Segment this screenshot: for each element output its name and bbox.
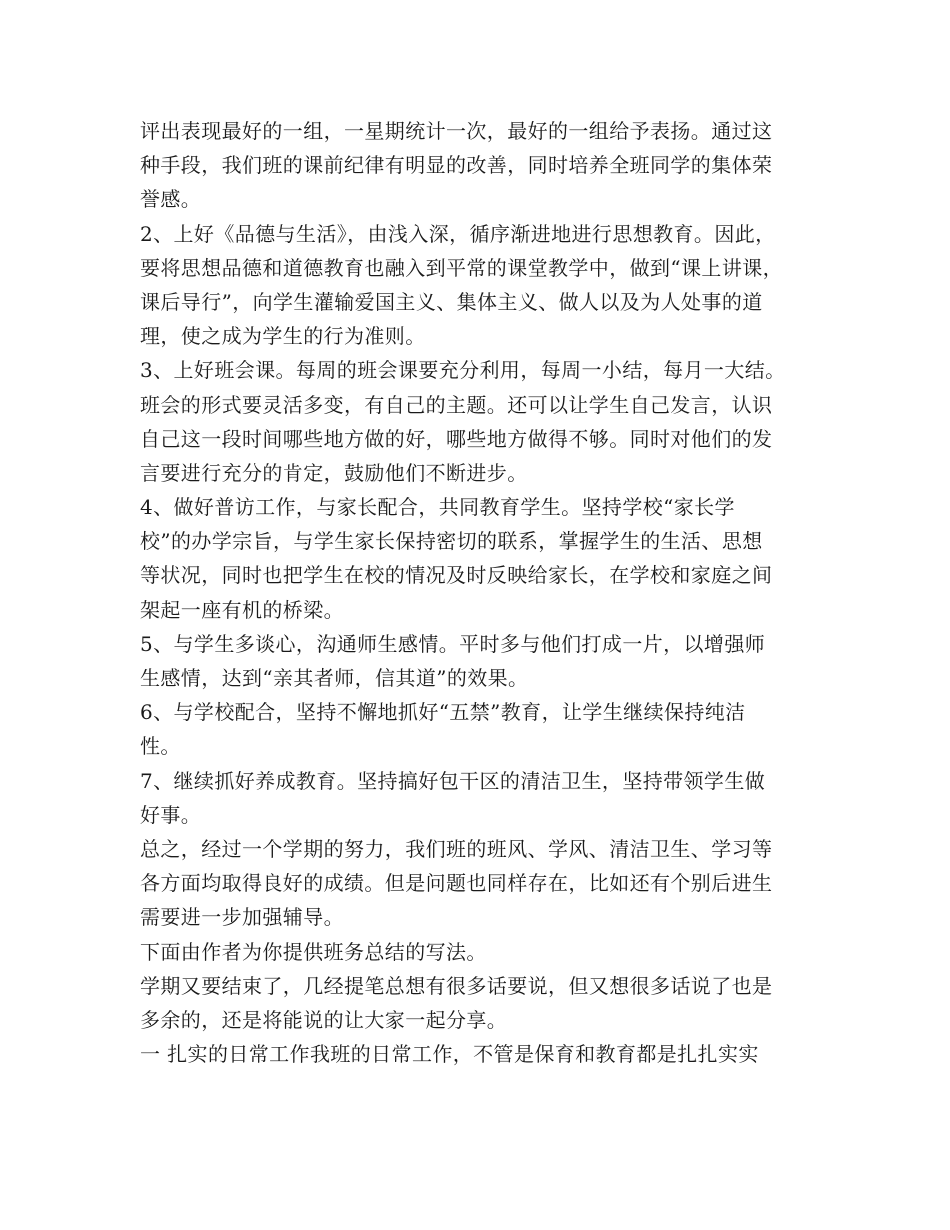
text-line: 5、与学生多谈心，沟通师生感情。平时多与他们打成一片，以增强师 bbox=[140, 631, 766, 656]
text-line: 2、上好《品德与生活》，由浅入深，循序渐进地进行思想教育。因此， bbox=[140, 221, 776, 246]
text-line: 种手段，我们班的课前纪律有明显的改善，同时培养全班同学的集体荣 bbox=[140, 153, 773, 178]
text-line: 3、上好班会课。每周的班会课要充分利用，每周一小结，每月一大结。 bbox=[140, 358, 786, 383]
text-line: 一 扎实的日常工作我班的日常工作，不管是保育和教育都是扎扎实实 bbox=[140, 1042, 759, 1067]
text-line: 等状况，同时也把学生在校的情况及时反映给家长，在学校和家庭之间 bbox=[140, 563, 773, 588]
text-line: 6、与学校配合，坚持不懈地抓好“五禁”教育，让学生继续保持纯洁 bbox=[140, 700, 746, 725]
text-line: 7、继续抓好养成教育。坚持搞好包干区的清洁卫生，坚持带领学生做 bbox=[140, 768, 766, 793]
text-line: 下面由作者为你提供班务总结的写法。 bbox=[140, 939, 487, 964]
text-line: 校”的办学宗旨，与学生家长保持密切的联系，掌握学生的生活、思想 bbox=[140, 529, 763, 554]
text-line: 理，使之成为学生的行为准则。 bbox=[140, 324, 426, 349]
text-line: 好事。 bbox=[140, 802, 202, 827]
text-line: 各方面均取得良好的成绩。但是问题也同样存在，比如还有个别后进生 bbox=[140, 871, 773, 896]
text-line: 学期又要结束了，几经提笔总想有很多话要说，但又想很多话说了也是 bbox=[140, 973, 773, 998]
text-line: 自己这一段时间哪些地方做的好，哪些地方做得不够。同时对他们的发 bbox=[140, 426, 773, 451]
text-line: 架起一座有机的桥梁。 bbox=[140, 597, 344, 622]
document-body bbox=[140, 114, 840, 1071]
text-line: 誉感。 bbox=[140, 187, 202, 212]
text-line: 言要进行充分的肯定，鼓励他们不断进步。 bbox=[140, 460, 528, 485]
text-line: 班会的形式要灵活多变，有自己的主题。还可以让学生自己发言，认识 bbox=[140, 392, 773, 417]
text-line: 要将思想品德和道德教育也融入到平常的课堂教学中，做到“课上讲课， bbox=[140, 255, 784, 280]
text-line: 总之，经过一个学期的努力，我们班的班风、学风、清洁卫生、学习等 bbox=[140, 836, 773, 861]
text-line: 课后导行”，向学生灌输爱国主义、集体主义、做人以及为人处事的道 bbox=[140, 289, 763, 314]
text-line: 多余的，还是将能说的让大家一起分享。 bbox=[140, 1007, 508, 1032]
text-line: 生感情，达到“亲其者师，信其道”的效果。 bbox=[140, 666, 529, 690]
text-line: 需要进一步加强辅导。 bbox=[140, 905, 344, 930]
text-line: 性。 bbox=[140, 734, 181, 759]
text-line: 评出表现最好的一组，一星期统计一次，最好的一组给予表扬。通过这 bbox=[140, 119, 773, 143]
text-line: 4、做好普访工作，与家长配合，共同教育学生。坚持学校“家长学 bbox=[140, 495, 735, 520]
